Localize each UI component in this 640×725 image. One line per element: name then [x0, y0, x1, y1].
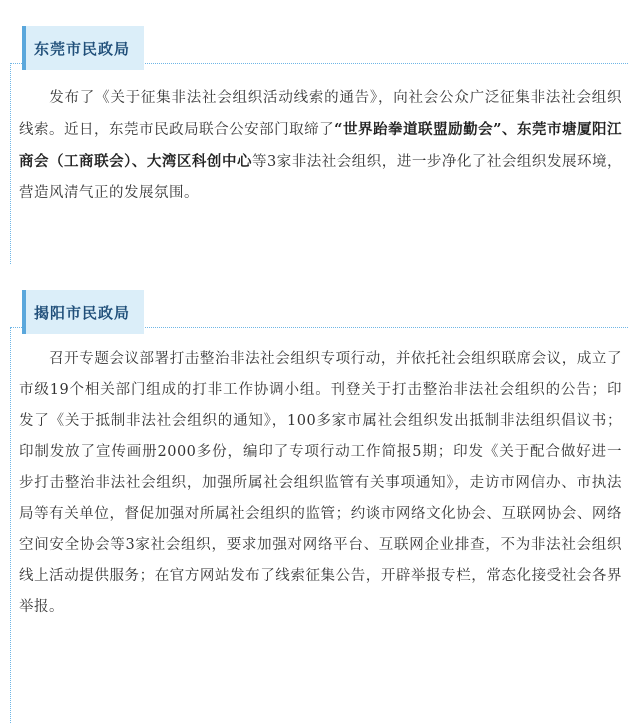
section-title-bar	[22, 26, 144, 70]
section-body	[19, 344, 622, 623]
body-text-part: 等3家非法社会组织，进一步净化了社会组织发展环境，营造风清气正的发展氛围。	[19, 154, 623, 201]
section-title-bar	[22, 290, 144, 334]
body-text-part: 发布了《关于征集非法社会组织活动线索的通告》，向社会公众广泛征集非法社会组织线索。近日，东莞市民政局联合公安部门取缔了	[19, 90, 622, 138]
separator: 、	[131, 153, 147, 170]
separator: 、	[501, 121, 517, 138]
section-title: 东莞市民政局	[34, 39, 131, 58]
section-body	[19, 83, 622, 209]
section-title: 揭阳市民政局	[34, 303, 131, 322]
org-name-2: 东莞市塘厦阳江商会（工商联会）	[19, 121, 623, 170]
org-name-3: 大湾区科创中心	[146, 153, 252, 170]
section-dongguan	[0, 0, 640, 270]
body-text-part: 召开专题会议部署打击整治非法社会组织专项行动，并依托社会组织联席会议，成立了市级19个相关部门组成的打非工作协调小组。刊登关于打击整治非法社会组织的公告；印发了《关于抵制非法社会组织的通知》，100多家市属社会组织发出抵制非法组织倡议书；印制发放了宣传画册2000多份，编印了专项行动工作简报5期；印发《关于配合做好进一步打击整治非法社会组织，加强所属社会组织监管有关事项通知》，走访市网信办、市执法局等有关单位，督促加强对所属社会组织的监管；约谈市网络文化协会、互联网协会、网络空间安全协会等3家社会组织，要求加强对网络平台、互联网企业排查，不为非法社会组织线上活动提供服务；在官方网站发布了线索征集公告，开辟举报专栏，常态化接受社会各界举报。	[19, 351, 622, 615]
section-jieyang	[0, 282, 640, 725]
org-name-1: “世界跆拳道联盟励勤会”	[334, 121, 502, 138]
